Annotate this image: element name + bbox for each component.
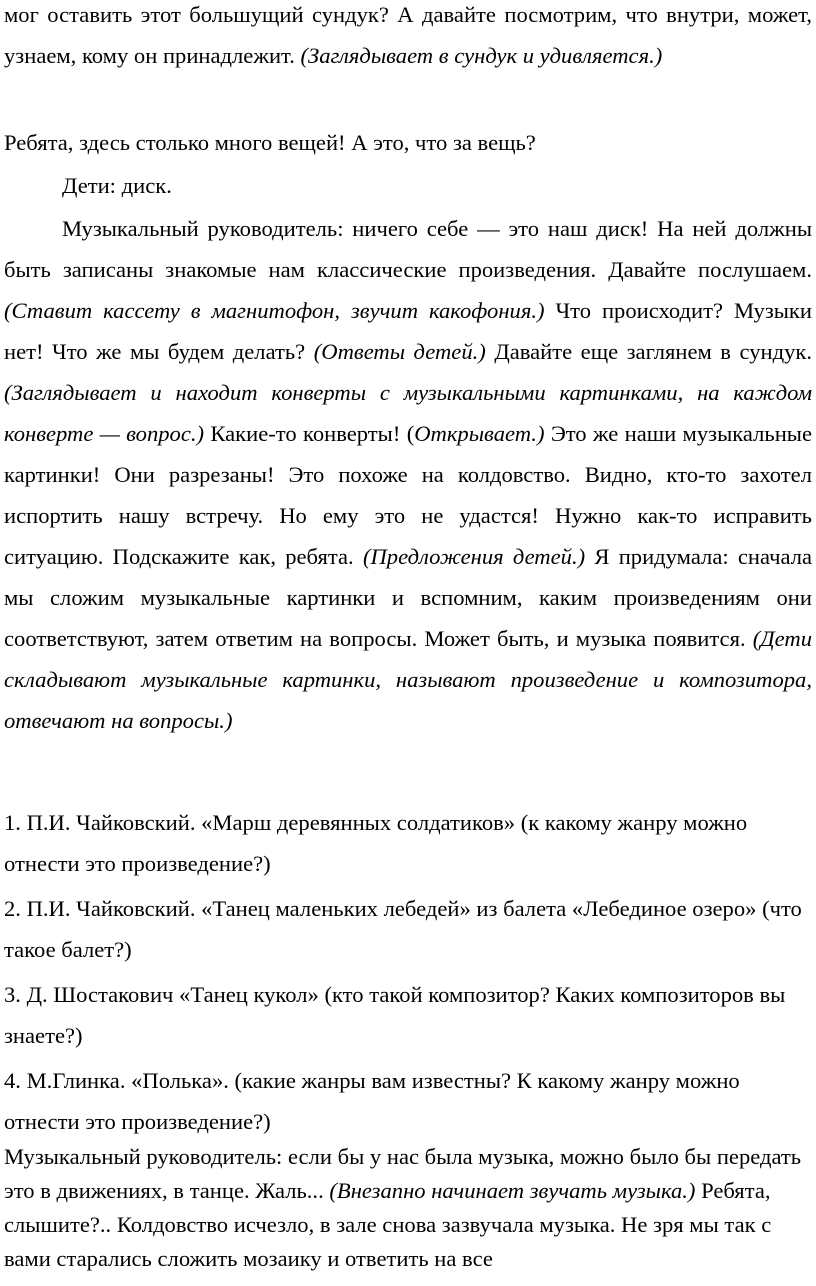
stage-direction: Открывает.)	[414, 421, 545, 446]
text: Какие-то конверты! (	[204, 421, 415, 446]
text: Это же наши музыкальные картинки! Они разрезаны! Это похоже на колдовство. Видно, кто-то захотел испортить нашу встречу. Но ему это не удастся! Нужно как-то исправить ситуацию. Подскажите как, ребята.	[4, 421, 812, 569]
paragraph-question	[4, 122, 812, 163]
text: Ребята, здесь столько много вещей! А это, что за вещь?	[4, 130, 536, 155]
list-item: 2. П.И. Чайковский. «Танец маленьких лебедей» из балета «Лебединое озеро» (что такое балет?)	[4, 896, 802, 962]
text: Давайте еще заглянем в сундук.	[485, 339, 813, 364]
stage-direction: (Заглядывает в сундук и удивляется.)	[300, 43, 663, 68]
list-item: 4. М.Глинка. «Полька». (какие жанры вам известны? К какому жанру можно отнести это произведение?)	[4, 1068, 740, 1134]
paragraph-music-appears	[4, 1140, 812, 1276]
list-item: 1. П.И. Чайковский. «Марш деревянных солдатиков» (к какому жанру можно отнести это произведение?)	[4, 810, 748, 876]
text: Музыкальный руководитель: ничего себе — это наш диск! На ней должны быть записаны знакомые нам классические произведения. Давайте послушаем.	[4, 216, 812, 282]
stage-direction: (Заглядывает и находит конверты с музыкальными картинками, на каждом конверте — вопрос.)	[4, 380, 812, 446]
stage-direction: (Внезапно начинает звучать музыка.)	[329, 1178, 696, 1203]
text: мог оставить этот большущий сундук? А давайте посмотрим, что внутри, может, узнаем, кому он принадлежит.	[4, 2, 812, 68]
text: Что происходит? Музыки нет! Что же мы будем делать?	[4, 298, 812, 364]
paragraph-intro	[4, 0, 812, 76]
paragraph-children-answer	[4, 165, 812, 206]
text: Музыкальный руководитель: если бы у нас была музыка, можно было бы передать это в движениях, в танце. Жаль...	[4, 1144, 802, 1203]
text: Ребята, слышите?.. Колдовство исчезло, в зале снова зазвучала музыка. Не зря мы так с вами старались сложить мозаику и ответить на все	[4, 1178, 772, 1271]
stage-direction: (Ставит кассету в магнитофон, звучит какофония.)	[4, 298, 545, 323]
stage-direction: (Дети складывают музыкальные картинки, называют произведение и композитора, отвечают на вопросы.)	[4, 626, 812, 733]
list-item: 3. Д. Шостакович «Танец кукол» (кто такой композитор? Каких композиторов вы знаете?)	[4, 982, 786, 1048]
text: Дети: диск.	[62, 173, 172, 198]
text: Я придумала: сначала мы сложим музыкальные картинки и вспомним, каким произведениям они соответствуют, затем ответим на вопросы. Может быть, и музыка появится.	[4, 544, 813, 651]
stage-direction: (Ответы детей.)	[313, 339, 486, 364]
stage-direction: (Предложения детей.)	[362, 544, 586, 569]
paragraph-music-director	[4, 208, 812, 741]
